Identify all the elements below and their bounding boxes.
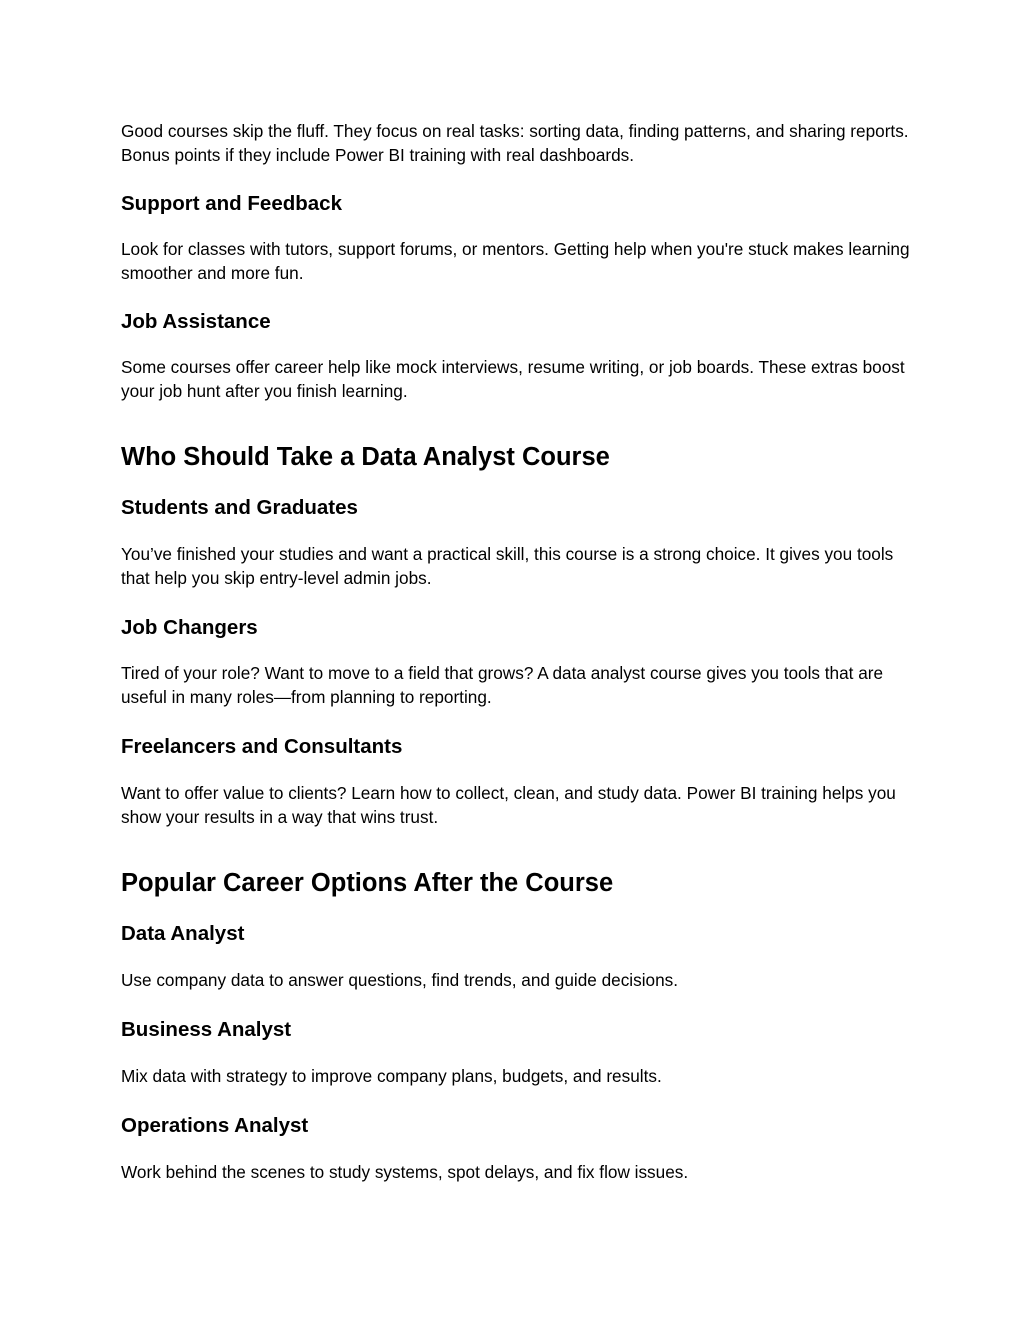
students-graduates-body: You’ve finished your studies and want a practical skill, this course is a strong choice. It gives you tools that help you skip entry-level admin jobs. (121, 544, 894, 588)
business-analyst-heading: Business Analyst (121, 1018, 292, 1041)
data-analyst-body: Use company data to answer questions, find trends, and guide decisions. (121, 970, 679, 990)
support-feedback-heading: Support and Feedback (121, 192, 342, 215)
operations-analyst-heading: Operations Analyst (121, 1114, 309, 1137)
job-assistance-heading: Job Assistance (121, 310, 271, 333)
job-changers-body: Tired of your role? Want to move to a field that grows? A data analyst course gives you tools that are useful in many roles—from planning to reporting. (121, 663, 884, 707)
data-analyst-heading: Data Analyst (121, 922, 245, 945)
support-feedback-body: Look for classes with tutors, support forums, or mentors. Getting help when you're stuck makes learning smoother and more fun. (121, 239, 910, 283)
job-changers-heading: Job Changers (121, 616, 258, 639)
intro-paragraph: Good courses skip the fluff. They focus on real tasks: sorting data, finding patterns, and sharing reports. Bonus points if they include Power BI training with real dashboards. (121, 121, 909, 165)
job-assistance-body: Some courses offer career help like mock interviews, resume writing, or job boards. These extras boost your job hunt after you finish learning. (121, 357, 905, 401)
careers-title: Popular Career Options After the Course (121, 869, 614, 897)
operations-analyst-body: Work behind the scenes to study systems, spot delays, and fix flow issues. (121, 1162, 689, 1182)
students-graduates-heading: Students and Graduates (121, 496, 358, 519)
document-page (121, 119, 911, 1184)
business-analyst-body: Mix data with strategy to improve company plans, budgets, and results. (121, 1066, 662, 1086)
freelancers-heading: Freelancers and Consultants (121, 735, 403, 758)
freelancers-body: Want to offer value to clients? Learn how to collect, clean, and study data. Power BI training helps you show your results in a way that wins trust. (121, 783, 896, 827)
who-should-take-title: Who Should Take a Data Analyst Course (121, 443, 610, 471)
